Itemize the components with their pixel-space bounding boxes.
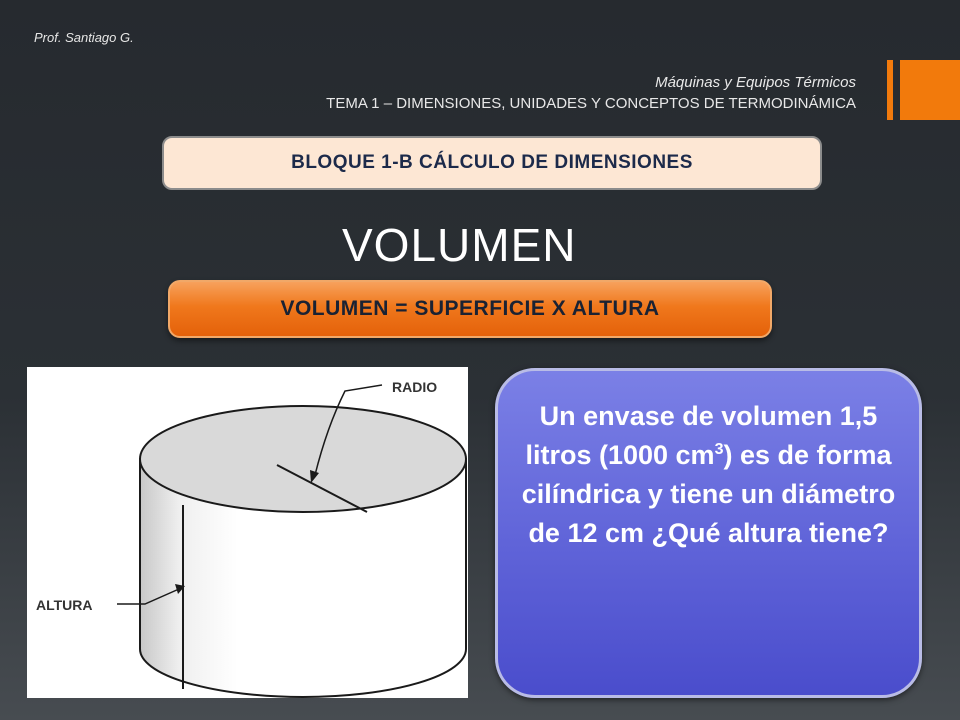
height-label: ALTURA <box>36 597 93 613</box>
course-title: Máquinas y Equipos Térmicos <box>655 74 856 91</box>
subject-heading <box>326 72 856 114</box>
slide-title: VOLUMEN <box>342 219 577 271</box>
author-label: Prof. Santiago G. <box>34 30 134 45</box>
cylinder-diagram <box>27 367 468 698</box>
problem-text-start: Un envase de volumen 1,5 litros (1000 cm <box>525 401 878 470</box>
problem-superscript: 3 <box>714 441 724 458</box>
radius-label: RADIO <box>392 379 438 395</box>
cylinder-figure <box>27 367 468 698</box>
block-banner: BLOQUE 1-B CÁLCULO DE DIMENSIONES <box>162 136 822 190</box>
cylinder-top <box>140 406 466 512</box>
formula-banner: VOLUMEN = SUPERFICIE X ALTURA <box>168 280 772 338</box>
accent-bar-thin <box>887 60 893 120</box>
accent-bar-thick <box>900 60 960 120</box>
problem-text-end: ) es de forma cilíndrica y tiene un diámetro de 12 cm ¿Qué altura tiene? <box>521 440 896 548</box>
problem-statement-box <box>495 368 922 698</box>
topic-title: TEMA 1 – DIMENSIONES, UNIDADES Y CONCEPTOS DE TERMODINÁMICA <box>326 95 856 112</box>
